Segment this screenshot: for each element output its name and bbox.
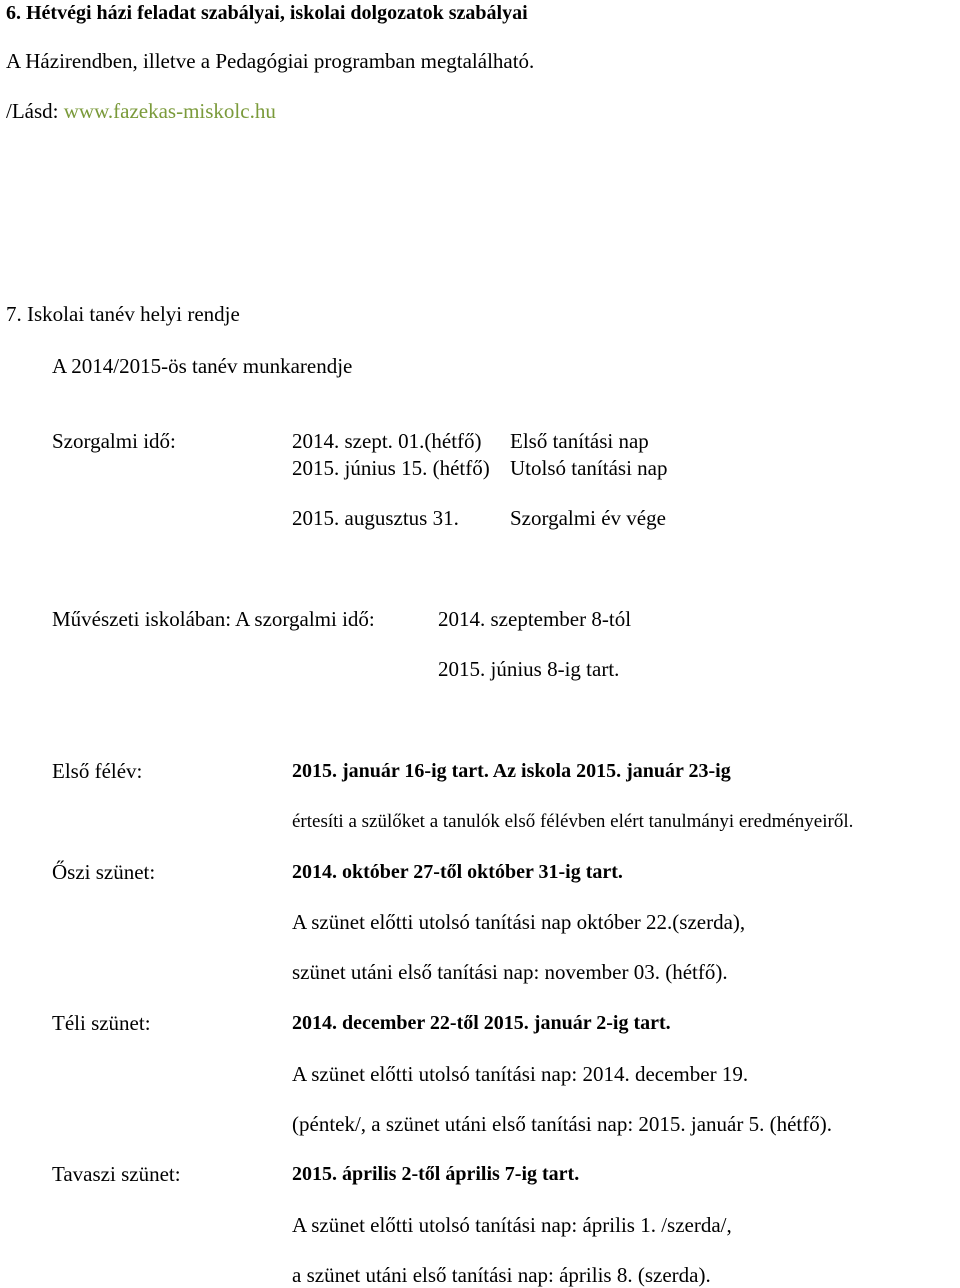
term-desc: Első tanítási nap — [510, 429, 649, 453]
winter-break-first-day: (péntek/, a szünet utáni első tanítási nap: 2015. január 5. (hétfő). — [292, 1112, 833, 1136]
winter-break-dates: 2014. december 22-től 2015. január 2-ig tart. — [292, 1012, 671, 1034]
term-date: 2015. augusztus 31. — [292, 506, 459, 530]
art-school-start: 2014. szeptember 8-tól — [438, 607, 632, 631]
term-desc: Szorgalmi év vége — [510, 506, 666, 530]
winter-break-label: Téli szünet: — [52, 1011, 151, 1035]
art-school-end: 2015. június 8-ig tart. — [438, 657, 620, 681]
first-semester-note: értesíti a szülőket a tanulók első félévben elért tanulmányi eredményeiről. — [292, 811, 854, 832]
winter-break-last-day: A szünet előtti utolsó tanítási nap: 2014. december 19. — [292, 1062, 749, 1086]
school-website-link[interactable]: www.fazekas-miskolc.hu — [63, 99, 276, 123]
section-6-heading: 6. Hétvégi házi feladat szabályai, iskolai dolgozatok szabályai — [6, 2, 528, 24]
autumn-break-label: Őszi szünet: — [52, 860, 156, 884]
first-semester-end: 2015. január 16-ig tart. Az iskola 2015. január 23-ig — [292, 760, 731, 782]
see-reference-line — [6, 101, 276, 122]
art-school-label: Művészeti iskolában: A szorgalmi idő: — [52, 607, 375, 631]
term-desc: Utolsó tanítási nap — [510, 456, 668, 480]
autumn-break-last-day: A szünet előtti utolsó tanítási nap október 22.(szerda), — [292, 910, 746, 934]
see-prefix: /Lásd: — [6, 99, 64, 123]
spring-break-dates: 2015. április 2-től április 7-ig tart. — [292, 1163, 580, 1185]
section-7-heading: 7. Iskolai tanév helyi rendje — [6, 302, 240, 326]
section-6-text: A Házirendben, illetve a Pedagógiai programban megtalálható. — [6, 49, 535, 73]
first-semester-label: Első félév: — [52, 759, 143, 783]
spring-break-first-day: a szünet utáni első tanítási nap: április 8. (szerda). — [292, 1263, 711, 1287]
autumn-break-dates: 2014. október 27-től október 31-ig tart. — [292, 861, 623, 883]
term-date: 2014. szept. 01.(hétfő) — [292, 429, 482, 453]
school-year-subtitle: A 2014/2015-ös tanév munkarendje — [52, 354, 353, 378]
term-label: Szorgalmi idő: — [52, 429, 176, 453]
spring-break-label: Tavaszi szünet: — [52, 1162, 181, 1186]
spring-break-last-day: A szünet előtti utolsó tanítási nap: április 1. /szerda/, — [292, 1213, 732, 1237]
autumn-break-first-day: szünet utáni első tanítási nap: november 03. (hétfő). — [292, 960, 728, 984]
term-date: 2015. június 15. (hétfő) — [292, 456, 490, 480]
